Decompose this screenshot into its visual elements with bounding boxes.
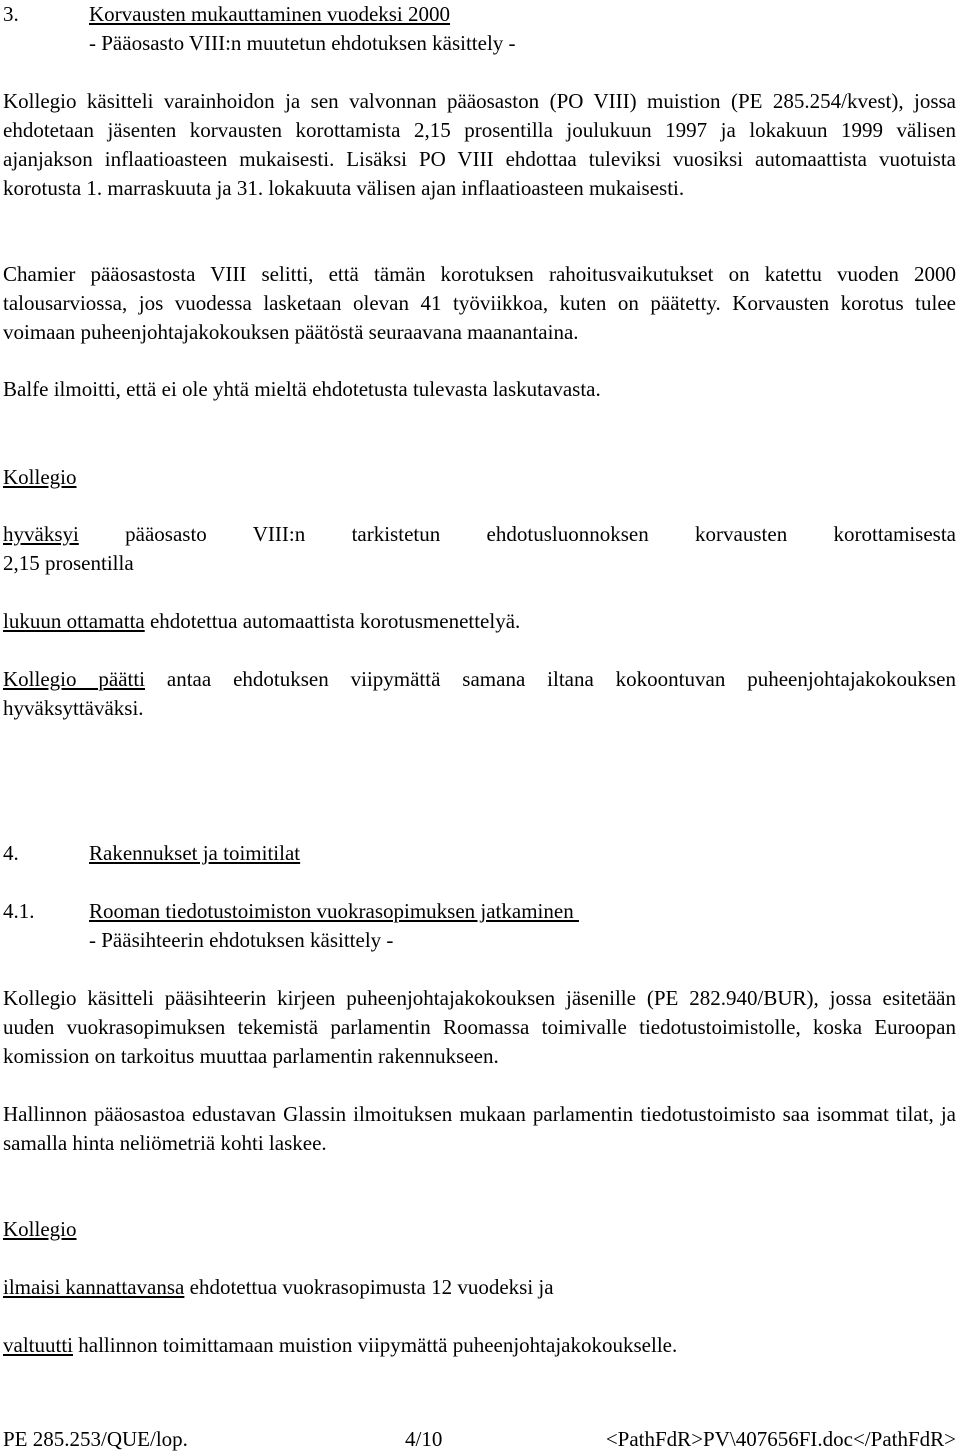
section-3-decision-2 <box>3 607 956 636</box>
decision-text: pääosasto VIII:n tarkistetun ehdotusluonnoksen korvausten korottamisesta <box>78 522 956 546</box>
section-3-title: Korvausten mukauttaminen vuodeksi 2000 <box>89 2 451 26</box>
decision-text: ehdotettua automaattista korotusmenettelyä. <box>144 609 521 633</box>
section-4-1-kollegio-heading: Kollegio <box>3 1217 77 1241</box>
section-3-paragraph-2: Chamier pääosastosta VIII selitti, että tämän korotuksen rahoitusvaikutukset on katettu vuoden 2000 talousarviossa, jos vuodessa lasketaan olevan 41 työviikkoa, kuten on päätetty. Korvausten korotus tulee voimaan puheenjohtajakokouksen päätöstä seuraavana maanantaina. <box>3 262 956 344</box>
section-3-number: 3. <box>3 2 19 26</box>
section-4-1-decision-1 <box>3 1273 956 1302</box>
section-3-kollegio-heading: Kollegio <box>3 465 77 489</box>
section-3-paragraph-3: Balfe ilmoitti, että ei ole yhtä mieltä ehdotetusta tulevasta laskutavasta. <box>3 377 601 401</box>
decision-text: hallinnon toimittamaan muistion viipymättä puheenjohtajakokoukselle. <box>73 1333 678 1357</box>
decision-verb: hyväksyi <box>3 522 79 546</box>
section-3-subtitle: - Pääosasto VIII:n muutetun ehdotuksen käsittely - <box>89 31 516 55</box>
section-4-1-paragraph-1: Kollegio käsitteli pääsihteerin kirjeen puheenjohtajakokouksen jäsenille (PE 282.940/BUR), jossa esitetään uuden vuokrasopimuksen tekemistä parlamentin Roomassa toimivalle tiedotustoimistolle, koska Euroopan komission on tarkoitus muuttaa parlamentin rakennukseen. <box>3 986 956 1068</box>
decision-verb: Kollegio päätti <box>3 667 146 691</box>
section-4-1-number: 4.1. <box>3 899 35 923</box>
decision-verb: valtuutti <box>3 1333 73 1357</box>
section-3-paragraph-1: Kollegio käsitteli varainhoidon ja sen valvonnan pääosaston (PO VIII) muistion (PE 285.254/kvest), jossa ehdotetaan jäsenten korvausten korottamista 2,15 prosentilla joulukuun 1997 ja lokakuun 1999 välisen ajanjakson inflaatioasteen mukaisesti. Lisäksi PO VIII ehdottaa tuleviksi vuosiksi automaattista vuotuista korotusta 1. marraskuuta ja 31. lokakuuta välisen ajan inflaatioasteen mukaisesti. <box>3 89 956 200</box>
section-3-decision-1 <box>3 520 956 549</box>
section-3-decision-3 <box>3 665 956 723</box>
decision-text: ehdotettua vuokrasopimusta 12 vuodeksi ja <box>184 1275 554 1299</box>
section-4-title: Rakennukset ja toimitilat <box>89 841 301 865</box>
section-4-1-title: Rooman tiedotustoimiston vuokrasopimuksen jatkaminen <box>89 899 579 923</box>
decision-text: antaa ehdotuksen viipymättä samana iltana kokoontuvan puheenjohtajakokouksen hyväksyttäväksi. <box>3 667 956 720</box>
section-3-decision-1-continued: 2,15 prosentilla <box>3 551 134 575</box>
decision-verb: lukuun ottamatta <box>3 609 145 633</box>
section-4-1-subtitle: - Pääsihteerin ehdotuksen käsittely - <box>89 928 394 952</box>
page-number: 4/10 <box>405 1427 443 1451</box>
section-4-1-paragraph-2: Hallinnon pääosastoa edustavan Glassin ilmoituksen mukaan parlamentin tiedotustoimisto saa isommat tilat, ja samalla hinta neliömetriä kohti laskee. <box>3 1102 956 1155</box>
page-footer <box>3 1425 956 1454</box>
section-4-number: 4. <box>3 841 19 865</box>
decision-verb: ilmaisi kannattavansa <box>3 1275 185 1299</box>
section-4-1-decision-2 <box>3 1331 956 1360</box>
document-reference: PE 285.253/QUE/lop. <box>3 1427 188 1451</box>
file-path: <PathFdR>PV\407656FI.doc</PathFdR> <box>605 1427 956 1451</box>
